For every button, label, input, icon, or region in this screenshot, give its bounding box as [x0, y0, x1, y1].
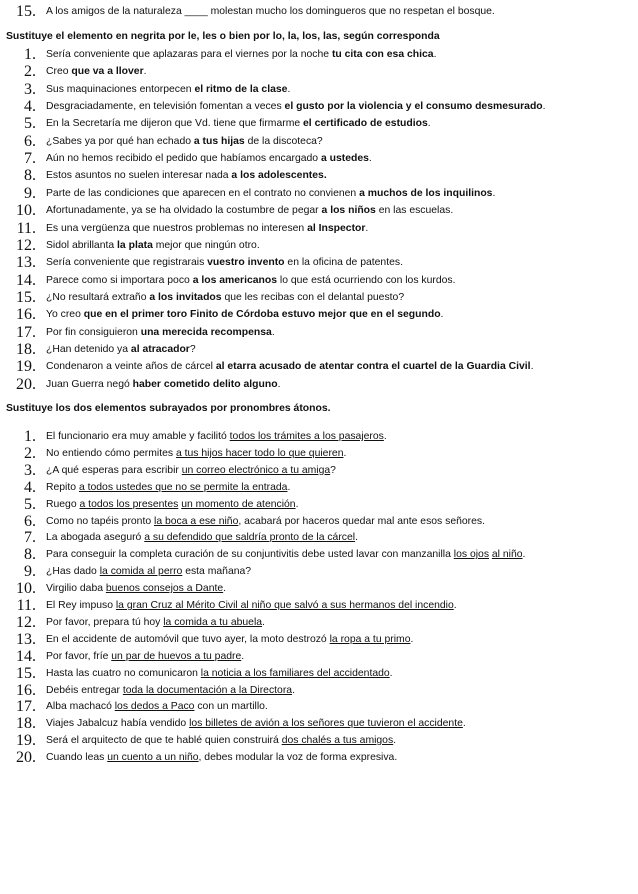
text-segment: Desgraciadamente, en televisión fomentan a veces [46, 101, 285, 113]
bold-phrase: tu cita con esa chica [331, 49, 434, 60]
text-segment: . [393, 735, 397, 747]
item-number: 5. [24, 495, 36, 513]
item-number: 11. [16, 219, 36, 237]
bold-phrase: la plata [117, 239, 153, 251]
bold-phrase: al Inspector [307, 222, 366, 234]
item-text [46, 256, 403, 270]
text-segment: Para conseguir la completa curación de su conjuntivitis debe usted lavar con manzanilla [46, 549, 454, 561]
item-number: 19. [16, 732, 36, 750]
text-segment: Virgilio daba [46, 583, 106, 595]
item-number: 2. [24, 63, 36, 81]
text-segment: . [368, 153, 372, 165]
item-text [46, 291, 404, 305]
bold-phrase: a los americanos [192, 274, 278, 286]
item-text [46, 378, 280, 392]
underlined-phrase: la ropa a tu primo [329, 633, 411, 645]
text-segment: El funcionario era muy amable y facilitó [46, 431, 230, 442]
section-2-heading: Sustituye los dos elementos subrayados por pronombres átonos. [6, 403, 331, 414]
text-segment: Es una vergüenza que nuestros problemas no interesen [46, 222, 308, 234]
item-number: 4. [24, 478, 36, 496]
underlined-phrase: la noticia a los familiares del accidentado [200, 667, 390, 679]
item-text [46, 684, 295, 698]
text-segment: . [389, 667, 393, 679]
item-text [46, 498, 298, 512]
text-segment: . [433, 49, 437, 60]
text-segment: con un martillo. [194, 701, 268, 713]
text-segment: . [143, 66, 147, 78]
text-segment: . [295, 498, 299, 510]
underlined-phrase: a todos los presentes [79, 498, 179, 510]
item-text: A los amigos de la naturaleza ____ molestan mucho los domingueros que no respetan el bosque. [46, 6, 495, 17]
text-segment: No entiendo cómo permites [46, 447, 176, 459]
underlined-phrase: un par de huevos a tu padre [111, 650, 242, 662]
item-text [46, 667, 393, 681]
text-segment: El Rey impuso [46, 600, 116, 611]
text-segment: Yo creo [46, 309, 84, 321]
text-segment: Por favor, fríe [46, 650, 112, 662]
text-segment: Sería conveniente que registrarais [46, 257, 208, 269]
text-segment: . [530, 361, 534, 373]
item-text [46, 152, 372, 166]
underlined-phrase: la boca a ese niño [154, 515, 239, 527]
bold-phrase: a los niños [321, 205, 376, 217]
item-text [46, 343, 196, 357]
item-text [46, 531, 358, 545]
text-segment: Afortunadamente, ya se ha olvidado la costumbre de pegar [46, 205, 322, 217]
text-segment: Estos asuntos no suelen interesar nada [46, 170, 232, 182]
text-segment: Repito [46, 481, 79, 493]
text-segment: En el accidente de automóvil que tuvo ayer, la moto destrozó [46, 633, 330, 645]
item-text [46, 187, 495, 201]
item-number: 16. [16, 681, 36, 699]
underlined-phrase: un cuento a un niño [107, 752, 199, 764]
underlined-phrase: dos chalés a tus amigos [281, 735, 394, 747]
item-text [46, 239, 260, 253]
bold-phrase: el certificado de estudios [303, 118, 428, 130]
item-text [46, 464, 336, 478]
item-text [46, 204, 453, 218]
item-number: 9. [24, 563, 36, 581]
item-number: 20. [16, 749, 36, 767]
item-number: 14. [16, 647, 36, 665]
item-text [46, 717, 466, 731]
text-segment: Juan Guerra negó [46, 378, 133, 390]
bold-phrase: el ritmo de la clase [194, 83, 288, 95]
item-text [46, 360, 533, 374]
item-number: 12. [16, 236, 36, 254]
underlined-phrase: los ojos [453, 549, 490, 561]
underlined-phrase: los dedos a Paco [114, 701, 195, 713]
item-text [46, 515, 485, 529]
text-segment: en las escuelas. [375, 205, 454, 217]
underlined-phrase: al niño [491, 549, 523, 561]
text-segment: Condenaron a veinte años de cárcel [46, 361, 216, 373]
text-segment: . [522, 549, 526, 561]
text-segment: Sus maquinaciones entorpecen [46, 83, 195, 95]
text-segment: . [223, 583, 227, 595]
bold-phrase: que va a llover [71, 66, 144, 78]
item-text [46, 65, 147, 79]
bold-phrase: a tus hijas [193, 135, 245, 147]
item-text [46, 135, 323, 149]
item-text [46, 100, 546, 114]
text-segment: Hasta las cuatro no comunicaron [46, 667, 201, 679]
text-segment: Parece como si importara poco [46, 274, 193, 286]
item-number: 18. [16, 715, 36, 733]
text-segment: En la Secretaría me dijeron que Vd. tiene que firmarme [46, 118, 304, 130]
text-segment: . [492, 187, 496, 199]
text-segment: Alba machacó [46, 701, 115, 713]
item-text [46, 222, 368, 236]
item-text [46, 633, 413, 647]
bold-phrase: a muchos de los inquilinos [359, 187, 493, 199]
item-number: 1. [24, 428, 36, 445]
text-segment: ? [330, 464, 336, 476]
text-segment: Ruego [46, 498, 80, 510]
item-number: 1. [24, 46, 36, 63]
item-number: 8. [24, 167, 36, 185]
item-number: 18. [16, 340, 36, 358]
item-number: 6. [24, 132, 36, 150]
text-segment: Será el arquitecto de que te hablé quien construirá [46, 735, 282, 747]
text-segment: Como no tapéis pronto [46, 515, 155, 527]
underlined-phrase: toda la documentación a la Directora [122, 684, 293, 696]
item-number: 4. [24, 98, 36, 116]
item-number: 13. [16, 630, 36, 648]
text-segment: . [262, 616, 265, 628]
underlined-phrase: a su defendido que saldría pronto de la cárcel [144, 532, 356, 544]
underlined-phrase: la gran Cruz al Mérito Civil al niño que salvó a sus hermanos del incendio [115, 600, 454, 611]
item-number: 5. [24, 115, 36, 133]
text-segment: . [383, 431, 387, 442]
text-segment: esta mañana? [182, 566, 252, 578]
text-segment: . [271, 326, 275, 338]
text-segment: Por fin consiguieron [46, 326, 141, 338]
item-number: 3. [24, 461, 36, 479]
underlined-phrase: la comida a tu abuela [163, 616, 263, 628]
item-number: 9. [24, 184, 36, 202]
text-segment: que les recibas con el delantal puesto? [221, 291, 405, 303]
item-text [46, 734, 396, 748]
bold-phrase: haber cometido delito alguno [132, 378, 278, 390]
item-text [46, 430, 387, 444]
item-number: 17. [16, 698, 36, 716]
item-number: 8. [24, 546, 36, 564]
bold-phrase: una merecida recompensa [140, 326, 272, 338]
item-text [46, 326, 275, 340]
item-number: 20. [16, 375, 36, 393]
item-number: 6. [24, 512, 36, 530]
text-segment: . [292, 684, 295, 696]
item-number: 15. [16, 288, 36, 306]
text-segment: . [287, 481, 291, 493]
item-number: 2. [24, 444, 36, 462]
text-segment: . [462, 718, 466, 730]
text-segment: ¿Han detenido ya [46, 343, 131, 355]
item-text [46, 616, 265, 630]
item-text [46, 599, 457, 613]
underlined-phrase: a todos ustedes que no se permite la entrada [78, 481, 288, 493]
item-text [46, 308, 443, 322]
text-segment: lo que está ocurriendo con los kurdos. [277, 274, 456, 286]
text-segment: Parte de las condiciones que aparecen en el contrato no convienen [46, 187, 360, 199]
text-segment: , debes modular la voz de forma expresiva. [198, 752, 398, 764]
text-segment: ¿A qué esperas para escribir [46, 464, 182, 476]
text-segment: . [453, 600, 457, 611]
bold-phrase: a los invitados [149, 291, 222, 303]
item-number: 15. [16, 3, 36, 20]
bold-phrase: al atracador [130, 343, 190, 355]
item-text [46, 751, 397, 765]
text-segment: Sidol abrillanta [46, 239, 118, 251]
text-segment: . [427, 118, 431, 130]
text-segment: ¿No resultará extraño [46, 291, 150, 303]
text-segment: Creo [46, 66, 72, 78]
text-segment: , acabará por haceros quedar mal ante esos señores. [238, 515, 485, 527]
text-segment: . [365, 222, 369, 234]
item-text [46, 48, 436, 62]
item-text [46, 548, 525, 562]
item-text [46, 481, 290, 495]
text-segment: . [355, 532, 358, 544]
underlined-phrase: buenos consejos a Dante [105, 583, 224, 595]
item-text [46, 274, 456, 288]
text-segment: . [343, 447, 347, 459]
underlined-phrase: los billetes de avión a los señores que tuvieron el accidente [189, 718, 463, 730]
text-segment: de la discoteca? [244, 135, 323, 147]
underlined-phrase: a tus hijos hacer todo lo que quieren [175, 447, 344, 459]
item-text [46, 83, 290, 97]
item-number: 3. [24, 80, 36, 98]
text-segment: . [410, 633, 414, 645]
item-number: 10. [16, 580, 36, 598]
item-text [46, 700, 268, 714]
text-segment: La abogada aseguró [46, 532, 145, 544]
text-segment: . [542, 101, 546, 113]
bold-phrase: el gusto por la violencia y el consumo desmesurado [284, 101, 543, 113]
item-number: 13. [16, 254, 36, 272]
text-segment: ¿Has dado [46, 566, 100, 578]
bold-phrase: a los adolescentes. [231, 170, 327, 182]
item-number: 12. [16, 613, 36, 631]
item-text [46, 582, 226, 596]
item-text [46, 117, 431, 131]
text-segment: . [241, 650, 245, 662]
text-segment: ? [189, 343, 196, 355]
item-number: 7. [24, 529, 36, 547]
item-text [46, 169, 327, 183]
item-text [46, 447, 346, 461]
item-number: 10. [16, 202, 36, 220]
text-segment: . [277, 378, 281, 390]
underlined-phrase: un momento de atención [181, 498, 296, 510]
item-number: 15. [16, 664, 36, 682]
bold-phrase: vuestro invento [207, 257, 285, 269]
text-segment: Aún no hemos recibido el pedido que habíamos encargado [46, 153, 321, 165]
text-segment: . [440, 309, 444, 321]
text-segment: Debéis entregar [46, 684, 123, 696]
bold-phrase: a ustedes [320, 153, 369, 165]
text-segment: . [287, 83, 291, 95]
bold-phrase: que en el primer toro Finito de Córdoba estuvo mejor que en el segundo [83, 309, 441, 321]
item-number: 17. [16, 323, 36, 341]
section-1-heading: Sustituye el elemento en negrita por le, les o bien por lo, la, los, las, según corresponda [6, 31, 440, 42]
item-text [46, 565, 251, 579]
item-number: 11. [16, 597, 36, 614]
underlined-phrase: todos los trámites a los pasajeros [229, 431, 384, 442]
item-number: 16. [16, 306, 36, 324]
item-number: 7. [24, 150, 36, 168]
item-text [46, 650, 244, 664]
text-segment: en la oficina de patentes. [284, 257, 403, 269]
text-segment: mejor que ningún otro. [152, 239, 260, 251]
underlined-phrase: un correo electrónico a tu amiga [181, 464, 331, 476]
text-segment: Sería conveniente que aplazaras para el viernes por la noche [46, 49, 332, 60]
text-segment: Cuando leas [46, 752, 108, 764]
text-segment: Por favor, prepara tú hoy [46, 616, 164, 628]
text-segment: Viajes Jabalcuz había vendido [46, 718, 190, 730]
underlined-phrase: la comida al perro [99, 566, 183, 578]
text-segment: ¿Sabes ya por qué han echado [46, 135, 194, 147]
item-number: 14. [16, 271, 36, 289]
item-number: 19. [16, 358, 36, 376]
bold-phrase: al etarra acusado de atentar contra el cuartel de la Guardia Civil [215, 361, 531, 373]
